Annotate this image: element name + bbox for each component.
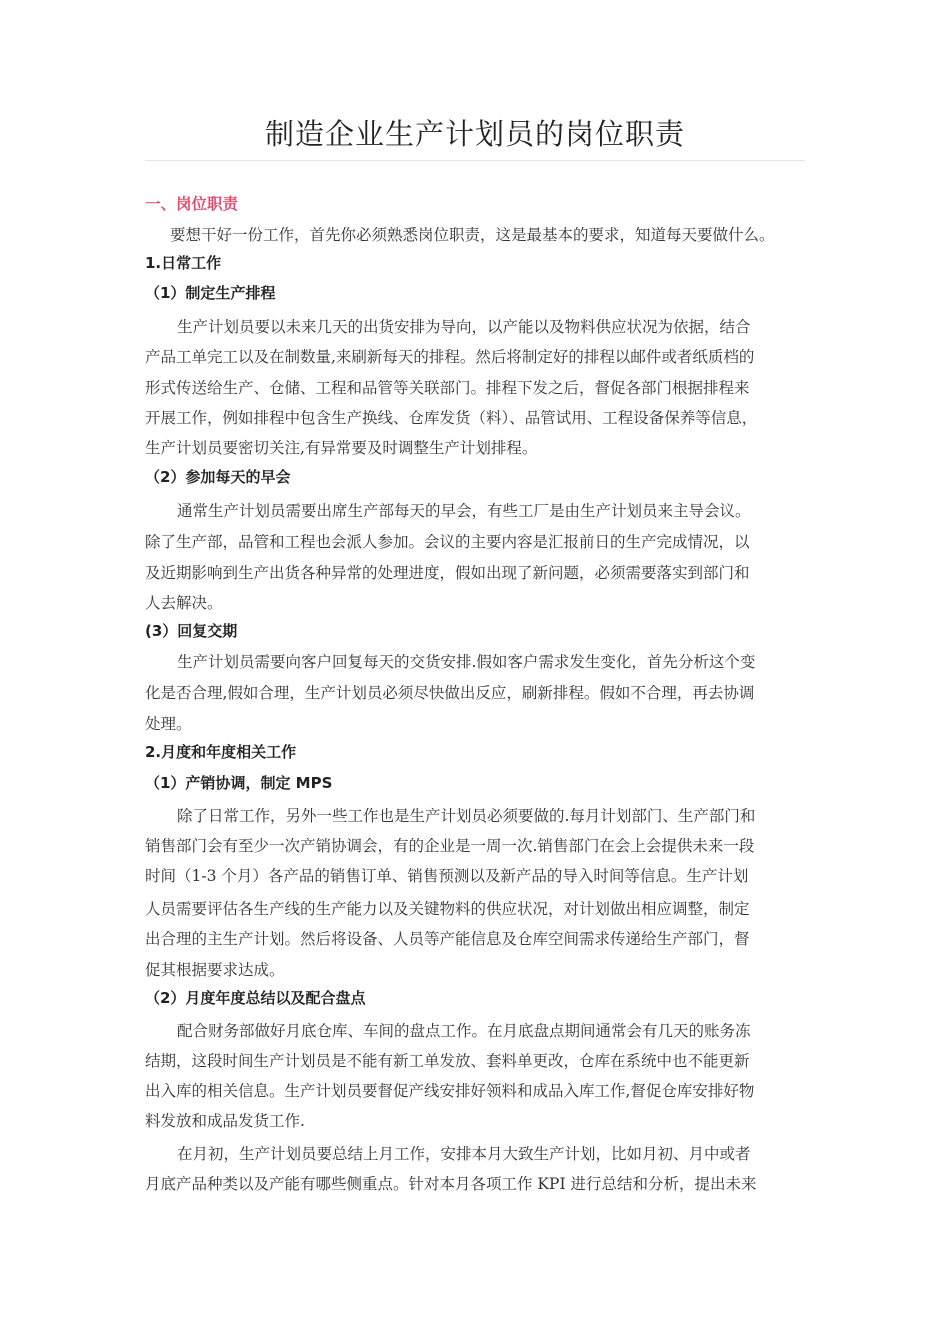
paragraph-line: 时间（1-3 个月）各产品的销售订单、销售预测以及新产品的导入时间等信息。生产计划 xyxy=(145,867,749,885)
paragraph-line: 形式传送给生产、仓储、工程和品管等关联部门。排程下发之后，督促各部门根据排程来 xyxy=(145,379,750,397)
section-heading-job-duties: 一、岗位职责 xyxy=(145,195,239,213)
paragraph-line: 月底产品种类以及产能有哪些侧重点。针对本月各项工作 KPI 进行总结和分析，提出未来 xyxy=(145,1175,757,1193)
paragraph-line: 及近期影响到生产出货各种异常的处理进度，假如出现了新问题，必须需要落实到部门和 xyxy=(145,564,750,582)
paragraph-line: 通常生产计划员需要出席生产部每天的早会，有些工厂是由生产计划员来主导会议。 xyxy=(177,502,751,520)
heading-mps: （1）产销协调，制定 MPS xyxy=(145,774,333,792)
paragraph-line: 促其根据要求达成。 xyxy=(145,961,285,979)
paragraph-line: 销售部门会有至少一次产销协调会，有的企业是一周一次.销售部门在会上会提供未来一段 xyxy=(145,837,755,855)
paragraph-line: 开展工作，例如排程中包含生产换线、仓库发货（料）、品管试用、工程设备保养等信息， xyxy=(145,409,758,427)
paragraph-line: 料发放和成品发货工作. xyxy=(145,1112,305,1130)
heading-daily-work: 1.日常工作 xyxy=(145,254,222,272)
paragraph-line: 除了日常工作，另外一些工作也是生产计划员必须要做的.每月计划部门、生产部门和 xyxy=(177,807,756,825)
paragraph-line: 配合财务部做好月底仓库、车间的盘点工作。在月底盘点期间通常会有几天的账务冻 xyxy=(177,1022,751,1040)
paragraph-line: 处理。 xyxy=(145,715,192,733)
paragraph-line: 人员需要评估各生产线的生产能力以及关键物料的供应状况，对计划做出相应调整，制定 xyxy=(145,900,750,918)
paragraph-line: 出合理的主生产计划。然后将设备、人员等产能信息及仓库空间需求传递给生产部门，督 xyxy=(145,930,750,948)
heading-morning-meeting: （2）参加每天的早会 xyxy=(145,468,291,486)
paragraph-line: 产品工单完工以及在制数量,来刷新每天的排程。然后将制定好的排程以邮件或者纸质档的 xyxy=(145,348,755,366)
paragraph-line: 除了生产部，品管和工程也会派人参加。会议的主要内容是汇报前日的生产完成情况，以 xyxy=(145,533,750,551)
heading-reply-delivery: (3）回复交期 xyxy=(145,622,238,640)
paragraph-line: 结期，这段时间生产计划员是不能有新工单发放、套料单更改，仓库在系统中也不能更新 xyxy=(145,1052,750,1070)
paragraph-line: 化是否合理,假如合理，生产计划员必须尽快做出反应，刷新排程。假如不合理，再去协调 xyxy=(145,684,755,702)
heading-monthly-summary: （2）月度年度总结以及配合盘点 xyxy=(145,989,366,1007)
paragraph-line: 在月初，生产计划员要总结上月工作，安排本月大致生产计划，比如月初、月中或者 xyxy=(177,1145,751,1163)
paragraph-line: 生产计划员需要向客户回复每天的交货安排.假如客户需求发生变化，首先分析这个变 xyxy=(177,653,756,671)
paragraph-line: 人去解决。 xyxy=(145,594,223,612)
title-divider xyxy=(145,160,805,161)
paragraph-line: 出入库的相关信息。生产计划员要督促产线安排好领料和成品入库工作,督促仓库安排好物 xyxy=(145,1082,755,1100)
document-title: 制造企业生产计划员的岗位职责 xyxy=(264,117,685,151)
intro-paragraph: 要想干好一份工作，首先你必须熟悉岗位职责，这是最基本的要求，知道每天要做什么。 xyxy=(170,226,775,244)
heading-make-schedule: （1）制定生产排程 xyxy=(145,284,276,302)
paragraph-line: 生产计划员要以未来几天的出货安排为导向，以产能以及物料供应状况为依据，结合 xyxy=(177,318,751,336)
heading-monthly-yearly-work: 2.月度和年度相关工作 xyxy=(145,743,297,761)
paragraph-line: 生产计划员要密切关注,有异常要及时调整生产计划排程。 xyxy=(145,439,538,457)
